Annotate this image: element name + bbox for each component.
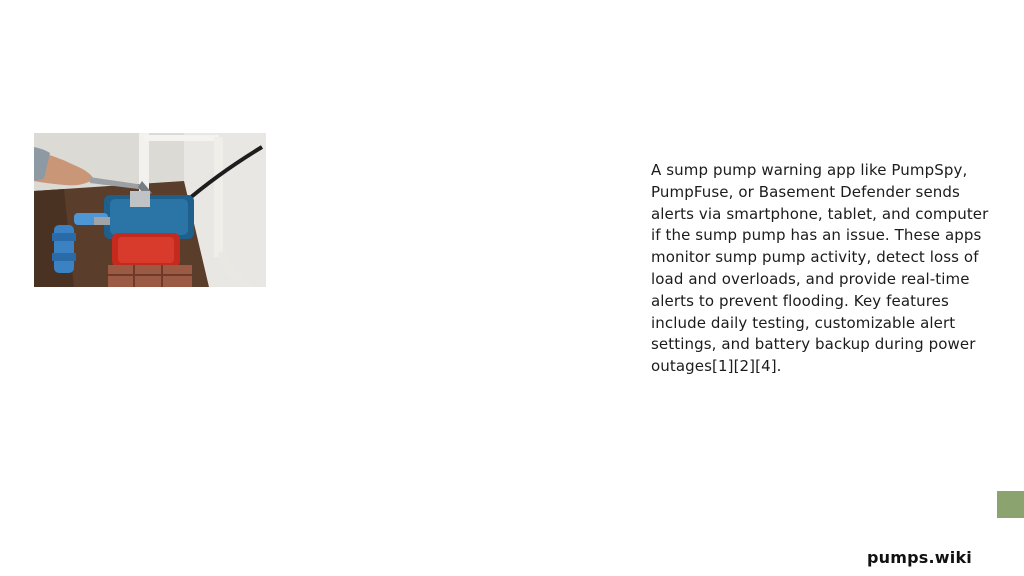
accent-square xyxy=(997,491,1024,518)
site-brand-label: pumps.wiki xyxy=(867,548,972,567)
article-body-text: A sump pump warning app like PumpSpy, PumpFuse, or Basement Defender sends alerts via smartphone, tablet, and computer if the sump pump has an issue. These apps monitor sump pump activity, detect loss of load and overloads, and provide real-time alerts to prevent flooding. Key features include daily testing, customizable alert settings, and battery backup during power outages[1][2][4]. xyxy=(651,161,989,376)
sump-pump-photo xyxy=(34,133,266,287)
